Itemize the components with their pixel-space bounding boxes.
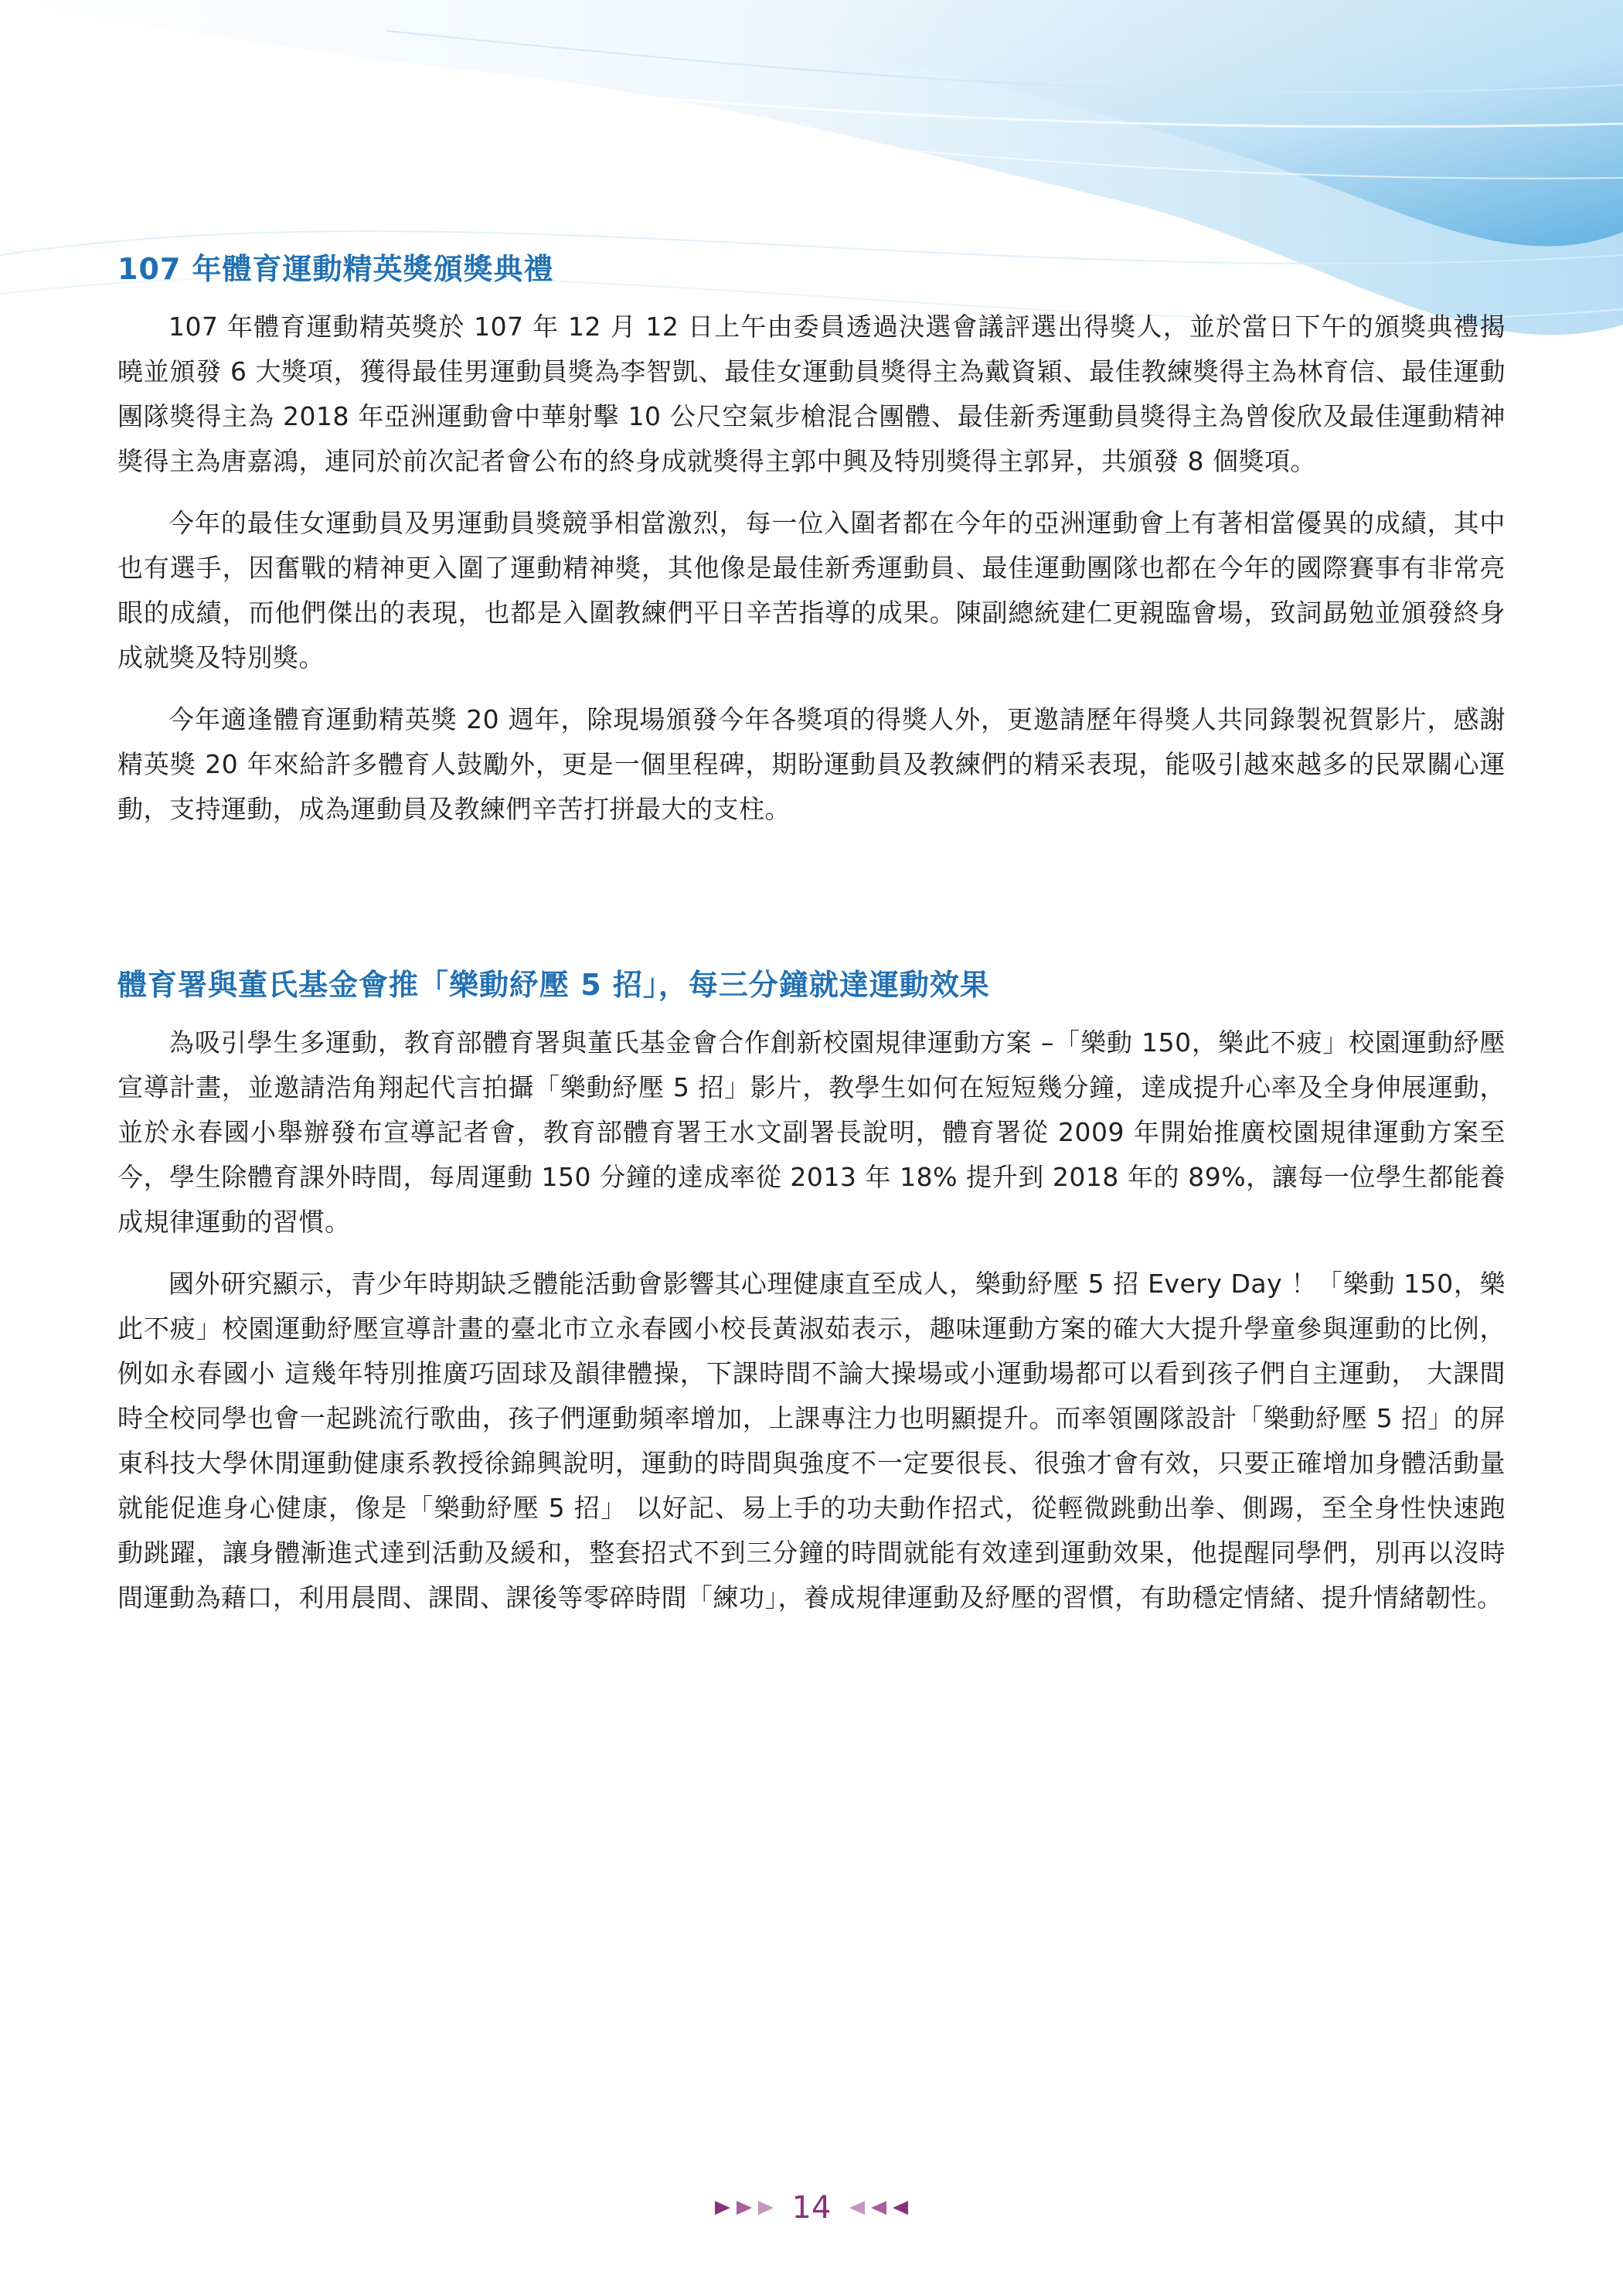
paragraph: 為吸引學生多運動，教育部體育署與董氏基金會合作創新校園規律運動方案 –「樂動 150，樂此不疲」校園運動紓壓宣導計畫，並邀請浩角翔起代言拍攝「樂動紓壓 5 招」影片，教學生如何在短短幾分鐘，達成提升心率及全身伸展運動，並於永春國小舉辦發布宣導記者會，教育部體育署王水文副署長說明，體育署從 2009 年開始推廣校園規律運動方案至今，學生除體育課外時間，每周運動 150 分鐘的達成率從 2013 年 18% 提升到 2018 年的 89%，讓每一位學生都能養成規律運動的習慣。	[117, 1027, 1506, 1237]
paragraph: 今年適逢體育運動精英獎 20 週年，除現場頒發今年各獎項的得獎人外，更邀請歷年得獎人共同錄製祝賀影片，感謝精英獎 20 年來給許多體育人鼓勵外，更是一個里程碑，期盼運動員及教練們的精采表現，能吸引越來越多的民眾關心運動，支持運動，成為運動員及教練們辛苦打拼最大的支柱。	[117, 704, 1506, 824]
paragraph: 國外研究顯示，青少年時期缺乏體能活動會影響其心理健康直至成人，樂動紓壓 5 招 Every Day ！「樂動 150，樂此不疲」校園運動紓壓宣導計畫的臺北市立永春國小校長黃淑茹表示，趣味運動方案的確大大提升學童參與運動的比例，例如永春國小 這幾年特別推廣巧固球及韻律體操，下課時間不論大操場或小運動場都可以看到孩子們自主運動， 大課間時全校同學也會一起跳流行歌曲，孩子們運動頻率增加，上課專注力也明顯提升。而率領團隊設計「樂動紓壓 5 招」的屏東科技大學休閒運動健康系教授徐錦興說明，運動的時間與強度不一定要很長、很強才會有效，只要正確增加身體活動量就能促進身心健康，像是「樂動紓壓 5 招」 以好記、易上手的功夫動作招式，從輕微跳動出拳、側踢，至全身性快速跑動跳躍，讓身體漸進式達到活動及緩和，整套招式不到三分鐘的時間就能有效達到運動效果，他提醒同學們，別再以沒時間運動為藉口，利用晨間、課間、課後等零碎時間「練功」，養成規律運動及紓壓的習慣，有助穩定情緒、提升情緒韌性。	[117, 1269, 1506, 1613]
section-awards	[117, 247, 1506, 832]
section-title-awards: 107 年體育運動精英獎頒獎典禮	[117, 252, 554, 286]
article-body	[117, 247, 1506, 1637]
page-footer	[0, 2185, 1623, 2231]
paragraph: 107 年體育運動精英獎於 107 年 12 月 12 日上午由委員透過決選會議評選出得獎人，並於當日下午的頒獎典禮揭曉並頒發 6 大獎項，獲得最佳男運動員獎為李智凱、最佳女運動員獎得主為戴資穎、最佳教練獎得主為林育信、最佳運動團隊獎得主為 2018 年亞洲運動會中華射擊 10 公尺空氣步槍混合團體、最佳新秀運動員獎得主為曾俊欣及最佳運動精神獎得主為唐嘉鴻，連同於前次記者會公布的終身成就獎得主郭中興及特別獎得主郭昇，共頒發 8 個獎項。	[117, 312, 1506, 476]
section-exercise-program	[117, 963, 1506, 1620]
paragraph: 今年的最佳女運動員及男運動員獎競爭相當激烈，每一位入圍者都在今年的亞洲運動會上有著相當優異的成績，其中也有選手，因奮戰的精神更入圍了運動精神獎，其他像是最佳新秀運動員、最佳運動團隊也都在今年的國際賽事有非常亮眼的成績，而他們傑出的表現，也都是入圍教練們平日辛苦指導的成果。陳副總統建仁更親臨會場，致詞勗勉並頒發終身成就獎及特別獎。	[117, 508, 1506, 673]
section-title-exercise: 體育署與董氏基金會推「樂動紓壓 5 招」，每三分鐘就達運動效果	[117, 968, 990, 1002]
triple-right-arrow-icon	[715, 2199, 775, 2217]
triple-left-arrow-icon	[848, 2199, 908, 2217]
page-number: 14	[791, 2190, 832, 2226]
